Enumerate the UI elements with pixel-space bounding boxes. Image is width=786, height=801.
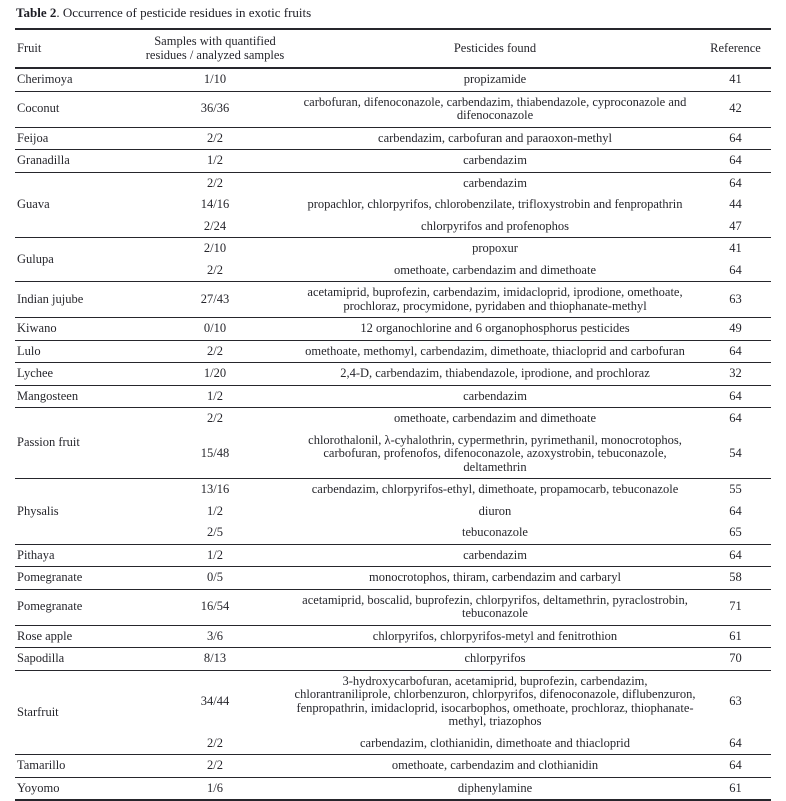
table-row [15, 340, 771, 363]
pesticides-text: diphenylamine [457, 780, 533, 795]
pesticides-cell [290, 91, 700, 127]
pesticides-cell [290, 501, 700, 523]
table-row [15, 127, 771, 150]
pesticides-cell [290, 216, 700, 238]
samples-cell: 2/2 [140, 127, 290, 150]
reference-cell: 65 [729, 525, 742, 539]
pesticides-text: chlorpyrifos, chlorpyrifos-metyl and fenitrothion [372, 628, 618, 643]
reference-cell: 64 [729, 262, 742, 277]
samples-cell: 2/2 [140, 340, 290, 363]
pesticides-cell [290, 589, 700, 625]
table-row [15, 777, 771, 800]
pesticides-cell [290, 68, 700, 91]
table-body [15, 68, 771, 800]
pesticides-text: omethoate, carbendazim and dimethoate [394, 411, 596, 425]
samples-cell: 16/54 [140, 589, 290, 625]
table-row [15, 318, 771, 341]
pesticides-cell [290, 318, 700, 341]
fruit-cell: Gulupa [15, 238, 140, 282]
pesticides-cell [290, 408, 700, 430]
table-row [15, 670, 771, 733]
table-row [15, 567, 771, 590]
fruit-cell: Physalis [15, 479, 140, 545]
pesticides-text: monocrotophos, thiram, carbendazim and carbaryl [369, 570, 621, 584]
fruit-cell: Lychee [15, 363, 140, 386]
table-caption-text: . Occurrence of pesticide residues in exotic fruits [56, 5, 312, 20]
fruit-cell: Kiwano [15, 318, 140, 341]
pesticides-text: diuron [478, 503, 512, 518]
table-row [15, 625, 771, 648]
pesticides-text: 3-hydroxycarbofuran, acetamiprid, buprofezin, carbendazim, chlorantraniliprole, chlorbenzuron, chlorpyrifos, difenoconazole, diflubenzuron, fenpropathrin, imidacloprid, isocarbophos, omethoate, prochloraz, thiophanate-methyl, triazophos [294, 673, 696, 728]
fruit-cell: Tamarillo [15, 755, 140, 778]
header-reference: Reference [700, 29, 771, 68]
reference-cell: 49 [700, 318, 771, 341]
table-row [15, 238, 771, 260]
pesticides-cell [290, 127, 700, 150]
samples-cell: 0/5 [140, 567, 290, 590]
pesticides-text: omethoate, carbendazim and clothianidin [391, 758, 599, 772]
reference-cell: 54 [729, 446, 742, 460]
samples-cell: 2/2 [207, 262, 223, 277]
pesticides-text: 2,4-D, carbendazim, thiabendazole, iprodione, and prochloraz [340, 366, 650, 380]
reference-cell: 42 [700, 91, 771, 127]
header-samples [140, 29, 290, 68]
pesticides-text: acetamiprid, boscalid, buprofezin, chlorpyrifos, deltamethrin, pyraclostrobin, tebuconazole [302, 592, 688, 620]
samples-cell: 34/44 [140, 670, 290, 733]
header-pesticides: Pesticides found [290, 29, 700, 68]
samples-cell: 3/6 [140, 625, 290, 648]
samples-cell: 13/16 [140, 479, 290, 501]
samples-cell: 1/10 [140, 68, 290, 91]
reference-cell: 64 [729, 735, 742, 750]
pesticides-text: carbendazim [463, 388, 527, 403]
pesticides-text: chlorpyrifos [464, 651, 526, 665]
pesticides-cell [290, 430, 700, 479]
pesticides-text: carbendazim [463, 153, 527, 167]
reference-cell: 70 [700, 648, 771, 671]
reference-cell: 63 [700, 670, 771, 733]
table-row [15, 282, 771, 318]
pesticides-cell [290, 544, 700, 567]
samples-cell: 2/5 [207, 525, 223, 539]
reference-cell: 64 [700, 127, 771, 150]
samples-cell: 2/2 [140, 755, 290, 778]
fruit-cell: Yoyomo [15, 777, 140, 800]
table-row [15, 172, 771, 194]
header-samples-line1: Samples with quantified [154, 34, 276, 48]
samples-cell: 2/2 [140, 172, 290, 194]
reference-cell: 64 [700, 172, 771, 194]
reference-cell: 63 [700, 282, 771, 318]
pesticides-cell [290, 385, 700, 408]
reference-cell: 64 [700, 755, 771, 778]
reference-cell: 55 [700, 479, 771, 501]
reference-cell: 64 [700, 340, 771, 363]
samples-cell: 1/2 [140, 544, 290, 567]
table-row [15, 544, 771, 567]
table-caption-label: Table 2 [16, 5, 57, 20]
fruit-cell: Lulo [15, 340, 140, 363]
reference-cell: 47 [729, 218, 742, 233]
samples-cell: 1/6 [140, 777, 290, 800]
header-row [15, 29, 771, 68]
table-row [15, 479, 771, 501]
pesticides-cell [290, 648, 700, 671]
pesticides-text: omethoate, carbendazim and dimethoate [394, 262, 596, 277]
pesticides-cell [290, 260, 700, 282]
samples-cell: 2/2 [207, 735, 223, 750]
samples-cell: 36/36 [140, 91, 290, 127]
header-samples-line2: residues / analyzed samples [145, 47, 285, 62]
reference-cell: 32 [700, 363, 771, 386]
pesticides-text: carbofuran, difenoconazole, carbendazim, thiabendazole, cyproconazole and difenoconazole [303, 94, 687, 122]
fruit-cell: Guava [15, 172, 140, 238]
pesticides-cell [290, 755, 700, 778]
samples-cell: 27/43 [140, 282, 290, 318]
reference-cell: 64 [700, 150, 771, 173]
samples-cell: 1/20 [140, 363, 290, 386]
pesticides-cell [290, 670, 700, 733]
pesticides-cell [290, 363, 700, 386]
pesticides-text: chlorothalonil, λ-cyhalothrin, cypermethrin, pyrimethanil, monocrotophos, carbofuran, profenofos, difenoconazole, azoxystrobin, tebuconazole, deltamethrin [308, 432, 682, 474]
pesticides-text: omethoate, methomyl, carbendazim, dimethoate, thiacloprid and carbofuran [305, 343, 685, 358]
pesticides-text: propoxur [472, 241, 518, 255]
samples-cell: 8/13 [140, 648, 290, 671]
reference-cell: 61 [700, 777, 771, 800]
samples-cell: 0/10 [140, 318, 290, 341]
pesticides-cell [290, 625, 700, 648]
reference-cell: 64 [700, 408, 771, 430]
pesticides-text: propizamide [463, 72, 527, 86]
pesticides-text: carbendazim [463, 547, 527, 562]
table-row [15, 755, 771, 778]
samples-cell: 2/2 [140, 408, 290, 430]
pesticides-cell [290, 522, 700, 544]
pesticide-residues-table [15, 28, 771, 801]
samples-cell: 2/10 [140, 238, 290, 260]
samples-cell: 15/48 [200, 446, 230, 460]
table-row [15, 648, 771, 671]
reference-cell: 71 [700, 589, 771, 625]
fruit-cell: Rose apple [15, 625, 140, 648]
pesticides-cell [290, 340, 700, 363]
reference-cell: 64 [700, 385, 771, 408]
pesticides-cell [290, 150, 700, 173]
pesticides-text: propachlor, chlorpyrifos, chlorobenzilate, trifloxystrobin and fenpropathrin [307, 197, 683, 211]
pesticides-cell [290, 733, 700, 755]
pesticides-cell [290, 282, 700, 318]
pesticides-text: carbendazim, carbofuran and paraoxon-methyl [378, 130, 612, 145]
reference-cell: 58 [700, 567, 771, 590]
fruit-cell: Starfruit [15, 670, 140, 755]
pesticides-text: carbendazim, chlorpyrifos-ethyl, dimethoate, propamocarb, tebuconazole [311, 482, 679, 496]
samples-cell: 14/16 [200, 197, 230, 211]
fruit-cell: Indian jujube [15, 282, 140, 318]
header-fruit: Fruit [15, 29, 140, 68]
table-header [15, 29, 771, 68]
pesticides-text: 12 organochlorine and 6 organophosphorus pesticides [360, 321, 630, 335]
pesticides-cell [290, 777, 700, 800]
pesticides-cell [290, 479, 700, 501]
pesticides-cell [290, 567, 700, 590]
pesticides-cell [290, 238, 700, 260]
fruit-cell: Pithaya [15, 544, 140, 567]
fruit-cell: Coconut [15, 91, 140, 127]
samples-cell: 1/2 [140, 385, 290, 408]
table-row [15, 363, 771, 386]
pesticides-cell [290, 194, 700, 216]
samples-cell: 1/2 [207, 503, 223, 518]
fruit-cell: Cherimoya [15, 68, 140, 91]
fruit-cell: Passion fruit [15, 408, 140, 479]
table-row [15, 589, 771, 625]
pesticides-cell [290, 172, 700, 194]
table-row [15, 150, 771, 173]
table-row [15, 385, 771, 408]
reference-cell: 41 [700, 238, 771, 260]
pesticides-text: carbendazim [463, 175, 527, 190]
pesticides-text: chlorpyrifos and profenophos [421, 218, 569, 233]
pesticides-text: carbendazim, clothianidin, dimethoate and thiacloprid [359, 735, 631, 750]
pesticides-text: acetamiprid, buprofezin, carbendazim, imidacloprid, iprodione, omethoate, prochloraz, procymidone, pyridaben and thiophanate-methyl [307, 285, 683, 313]
fruit-cell: Pomegranate [15, 567, 140, 590]
samples-cell: 1/2 [140, 150, 290, 173]
reference-cell: 64 [700, 544, 771, 567]
samples-cell: 2/24 [203, 218, 227, 233]
table-row [15, 91, 771, 127]
reference-cell: 44 [729, 197, 742, 211]
fruit-cell: Mangosteen [15, 385, 140, 408]
fruit-cell: Pomegranate [15, 589, 140, 625]
table-row [15, 408, 771, 430]
fruit-cell: Feijoa [15, 127, 140, 150]
reference-cell: 61 [700, 625, 771, 648]
fruit-cell: Granadilla [15, 150, 140, 173]
reference-cell: 64 [729, 503, 742, 518]
pesticides-text: tebuconazole [462, 525, 528, 539]
fruit-cell: Sapodilla [15, 648, 140, 671]
reference-cell: 41 [700, 68, 771, 91]
table-row [15, 68, 771, 91]
table-caption [15, 3, 771, 28]
